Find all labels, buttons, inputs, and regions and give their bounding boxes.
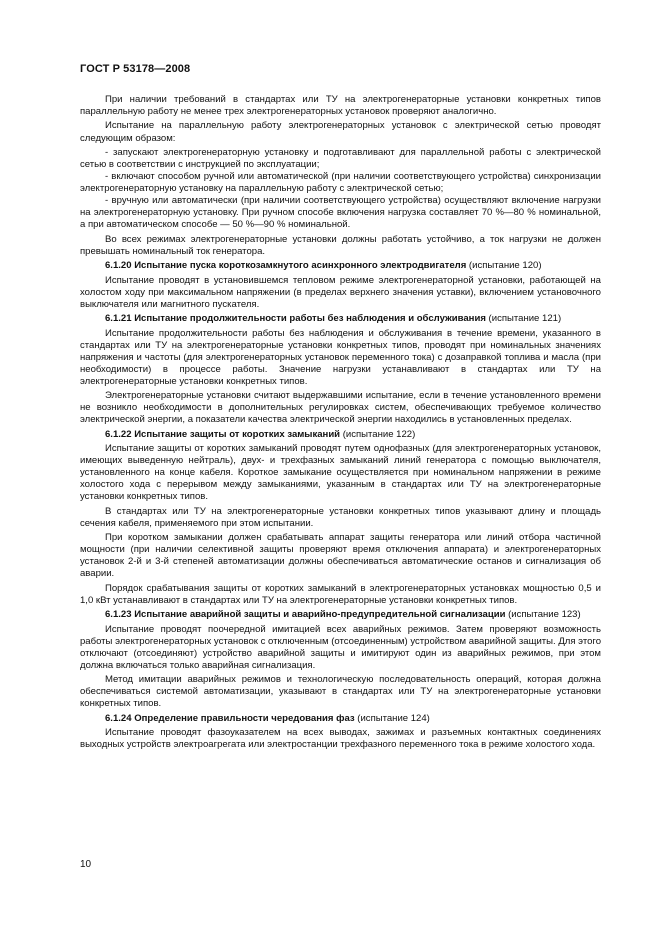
paragraph: Испытание продолжительности работы без наблюдения и обслуживания в течение времени, указанного в стандартах или ТУ на электрогенераторные установки конкретных типов, проводят при номинальных значениях напряжения и частоты (для электрогенераторных установок переменного тока) с дозаправкой топлива и масла (при необходимости) в процессе работы. Значение нагрузки устанавливают в стандартах или ТУ на электрогенераторные установки конкретных типов. <box>80 327 601 387</box>
section-test-ref: (испытание 124) <box>354 712 430 724</box>
paragraph: Испытание защиты от коротких замыканий проводят путем однофазных (для электрогенераторных установок, имеющих выведенную нейтраль), двух- и трехфазных замыканий линий генератора с помощью выключателя, установленного на конце кабеля. Короткое замыкание осуществляется при номинальном напряжении в режиме холостого хода с перерывом между замыканиями, указанным в стандартах или ТУ на электрогенераторные установки конкретных типов. <box>80 443 601 503</box>
paragraph: При коротком замыкании должен срабатывать аппарат защиты генератора или линий отбора частичной мощности (при наличии селективной защиты проверяют время отключения аппарата) и электрогенераторных установок 2-й и 3-й степеней автоматизации должны обеспечиваться автоматические останов и сигнализация об аварии. <box>80 532 601 580</box>
paragraph: Электрогенераторные установки считают выдержавшими испытание, если в течение установленного времени не возникло необходимости в дополнительных регулировках систем, обеспечивающих требуемое количество электрической энергии, а показатели качества электрической энергии находились в установленных пределах. <box>80 390 601 426</box>
section-6-1-21 <box>80 313 601 325</box>
page-number: 10 <box>80 859 92 870</box>
section-heading: 6.1.22 Испытание защиты от коротких замыканий <box>105 428 341 440</box>
section-test-ref: (испытание 121) <box>485 313 562 325</box>
section-6-1-24 <box>80 713 601 725</box>
document-body <box>80 94 601 754</box>
paragraph: При наличии требований в стандартах или ТУ на электрогенераторные установки конкретных типов параллельную работу не менее трех электрогенераторных установок проверяют аналогично. <box>80 94 601 118</box>
section-heading: 6.1.23 Испытание аварийной защиты и аварийно-предупредительной сигнализации <box>105 609 506 621</box>
list-item: - запускают электрогенераторную установку и подготавливают для параллельной работы с электрической сетью в соответствии с инструкцией по эксплуатации; <box>80 146 601 171</box>
section-heading: 6.1.21 Испытание продолжительности работы без наблюдения и обслуживания <box>105 313 486 325</box>
list-item: - вручную или автоматически (при наличии соответствующего устройства) осуществляют включение нагрузки на электрогенераторную установку. При ручном способе включения нагрузка составляет 70 %—80 % номинальной, а при автоматическом способе — 50 %—90 % номинальной. <box>80 195 601 231</box>
list-item: - включают способом ручной или автоматической (при наличии соответствующего устройства) синхронизации электрогенераторную установку на параллельную работу с электрической сетью; <box>80 171 601 195</box>
paragraph: Порядок срабатывания защиты от коротких замыканий в электрогенераторных установках мощностью 0,5 и 1,0 кВт устанавливают в стандартах или ТУ на электрогенераторные установки конкретных типов. <box>80 582 601 606</box>
paragraph: Испытание проводят фазоуказателем на всех выводах, зажимах и разъемных контактных соединениях выходных устройств электроагрегата или электростанции трехфазного переменного тока в режиме холостого хода. <box>80 727 601 751</box>
paragraph: Испытание на параллельную работу электрогенераторных установок с электрической сетью проводят следующим образом: <box>80 120 601 144</box>
paragraph: В стандартах или ТУ на электрогенераторные установки конкретных типов указывают длину и площадь сечения кабеля, применяемого при этом испытании. <box>80 505 601 529</box>
paragraph: Во всех режимах электрогенераторные установки должны работать устойчиво, а ток нагрузки не должен превышать номинальный ток генератора. <box>80 233 601 257</box>
section-6-1-20 <box>80 260 601 272</box>
paragraph: Испытание проводят в установившемся тепловом режиме электрогенераторной установки, работающей на холостом ходу при максимальном напряжении (в пределах верхнего значения уставки), включением установочного выключателя или магнитного пускателя. <box>80 274 601 310</box>
section-6-1-22 <box>80 429 601 441</box>
paragraph: Испытание проводят поочередной имитацией всех аварийных режимов. Затем проверяют возможность работы электрогенераторных установок с отключенным (отсоединенным) устройством аварийной защиты. Для этого отключают (отсоединяют) устройство аварийной защиты и имитируют один из аварийных режимов, при этом должна включаться только аварийная сигнализация. <box>80 623 601 671</box>
section-heading: 6.1.24 Определение правильности чередования фаз <box>105 712 355 724</box>
paragraph: Метод имитации аварийных режимов и технологическую последовательность операций, которая должна обеспечиваться системой автоматизации, указывают в стандартах или ТУ на электрогенераторные установки конкретных типов. <box>80 674 601 710</box>
section-heading: 6.1.20 Испытание пуска короткозамкнутого асинхронного электродвигателя <box>105 260 467 272</box>
document-header: ГОСТ Р 53178—2008 <box>80 63 191 75</box>
section-test-ref: (испытание 123) <box>505 609 581 621</box>
section-6-1-23 <box>80 609 601 621</box>
section-test-ref: (испытание 122) <box>340 428 416 440</box>
section-test-ref: (испытание 120) <box>466 260 542 272</box>
